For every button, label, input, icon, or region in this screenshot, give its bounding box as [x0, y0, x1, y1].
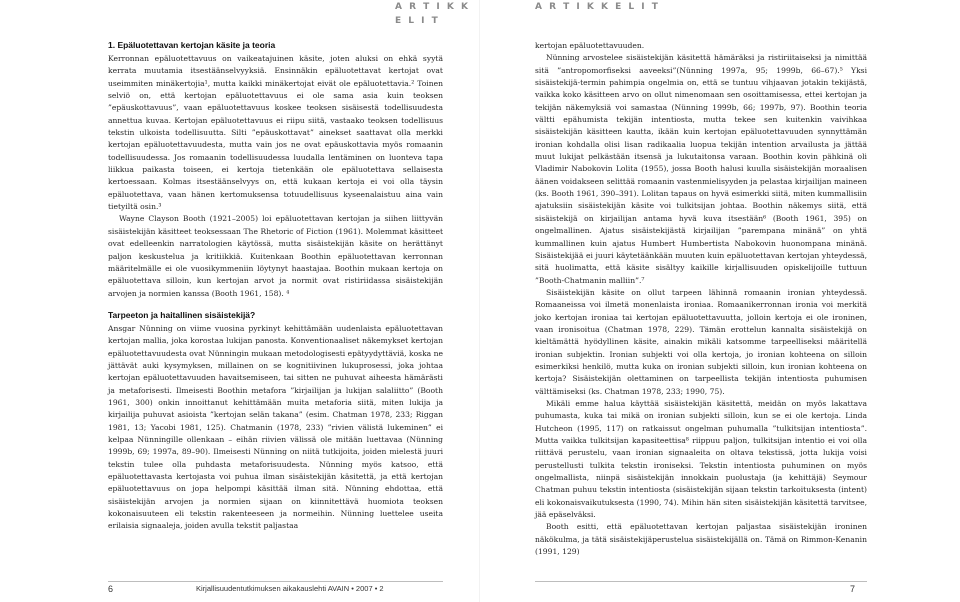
section-heading: 1. Epäluotettavan kertojan käsite ja teoria — [108, 40, 276, 50]
page-number-right: 7 — [850, 584, 856, 594]
left-paragraph-1: Kerronnan epäluotettavuus on vaikeatajuinen käsite, joten aluksi on ehkä syytä kerrata muutamia itsestäänselvyyksiä. Ensinnäkin epäluotettavat kertojat ovat useimmiten minäkertojia¹, mutta kaikki minäkertojat eivät ole epäluotettavia.² Toinen selviö on, että kertojan epäluotettavuus ei ole sama asia kuin teoksen ”epäuskottavuus”, vaan epäluotettavuus koskee teoksen sisäisestä todellisuudesta annettua kuvaa. Kertojan epäluotettavuus ei riipu siitä, vastaako teoksen todellisuus tekstin ulkoista todellisuutta. Silti ”epäuskottavat” ainekset saattavat olla merkki kertojan epäluotettavuudesta, mutta vain jos ne ovat epäuskottavia myös romaanin todellisuudessa. Jos romaanin todellisuudessa luudalla lentäminen on luonteva tapa liikkua paikasta toiseen, ei kertoja tietenkään ole epäluotettava sellaisesta kertoessaan. Kolmas itsestäänselvyys on, että kukaan kertoja ei voi olla täysin epäluotettava, vaan hänen kertomuksensa totuudellisuus kyseenalaistuu aina vain tietyiltä osin.³ — [108, 54, 443, 212]
footer-rule-left — [108, 581, 443, 582]
footer-rule-right — [535, 581, 867, 582]
right-paragraph-5: Booth esitti, että epäluotettavan kertojan paljastaa sisäistekijän ironinen näkökulma, ja tätä sisäistekijäperustelua sisäistekijällä on. Tämä on Rimmon-Kenanin (1991, 129) — [535, 522, 867, 557]
right-paragraph-4: Mikäli emme halua käyttää sisäistekijän käsitettä, meidän on myös lakattava puhumasta, kuka tai mikä on ironian subjekti silloin, kun se ei ole kertoja. Linda Hutcheon (1995, 117) on ratkaissut ongelman puhumalla ”tulkitsijan intentiosta”. Mutta vaikka tulkitsijan kapasiteettisa⁸ riippuu paljon, tulkitsijan intentio ei voi olla riittävä perustelu, vaan ironian signaaleita on oltava tekstissä, jotta lukija voisi perustellusti tulkita tekstin ironiseksi. Tekstin intentiosta puhuminen on myös ongelmallista, niinpä sisäistekijän innokkain puolustaja (ja kehittäjä) Seymour Chatman puhuu tekstin intentiosta (sisäistekijän sijaan tekstin tarkoituksesta (intent) eli kokonaisvaikutuksesta (1990, 74). Mihin hän siten sisäistekijän käsitettä tarvitsee, jää epäselväksi. — [535, 398, 867, 520]
right-paragraph-2: Nünning arvostelee sisäistekijän käsitettä hämäräksi ja ristiriitaiseksi ja nimittää sitä ”antropomorfiseksi aaveeksi”(Nünning 1997a, 95; 1999b, 66–67).⁵ Yksi sisäistekijä-termin pahimpia ongelmia on, että se tuntuu vihjaavan jotakin tekijästä, vaikka koko käsitteen arvo on ollut nimenomaan sen osoittamisessa, ettei kertojan ja tekijän näkemyksiä voi samastaa (Nünning 1999b, 66; 1997b, 97). Boothin teoria vältti epähumista tekijän intentiosta, mutta tekee sen kuitenkin vaivihkaa sisäistekijän käsitteen kautta, ikään kuin kertojan epäluotettavuuden synnyttämän ironian kohdalla olisi lisan radikaalia luopua tekijän intention arvailusta ja jättää muut lukijat pelkästään itsensä ja lukutaitonsa varaan. Boothin kovin pähkinä oli Vladimir Nabokovin Lolita (1955), jossa Booth halusi kuulla sisäistekijän moraalisen äänen voidakseen selittää romaanin vastenmielisyyden ja pelastaa kirjailijan maineen (ks. Booth 1961, 390–391). Lolitan tapaus on hyvä esimerkki siitä, miten kummallisiin ajatuksiin sisäistekijän käsite voi tulkitsijan johtaa. Boothin näkemys siitä, että sisäistekijä on kirjailijan antama hyvä kuva itsestään⁶ (Booth 1961, 395) on ongelmallinen. Ajatus sisäistekijästä kirjailijan ”parempana minänä” on yhtä kummallinen kuin ajatus Humbert Humbertista Nabokovin huonompana minänä. Sisäistekijää ei juuri käytetäänkään muuten kuin epäluotettavan kertojan yhteydessä, sitä huolimatta, että käsite sisältyy kaikille kirjallisuuden opiskelijoille tuttuun ”Booth-Chatmanin malliin”.⁷ — [535, 53, 867, 285]
journal-title: Kirjallisuudentutkimuksen aikakauslehti AVAIN • 2007 • 2 — [196, 584, 384, 593]
right-column — [535, 40, 867, 558]
left-paragraph-3: Ansgar Nünning on viime vuosina pyrkinyt kehittämään uudenlaista epäluotettavan kertojan mallia, joka korostaa lukijan panosta. Konventionaaliset näkemykset kertojan epäluotettavuudesta ovat Nünningin mukaan metodologisesti epätyydyttäviä, koska ne jättävät auki kysymyksen, millainen on se kognitiivinen lukuprosessi, joka johtaa kertojan epäluotettavuuden havaitsemiseen, tai sitten ne puhuvat aiheesta hämärästi ja metaforisesti. Ilmeisesti Boothin metafora ”kirjailijan ja lukijan salaliitto” (Booth 1961, 300) onkin innoittanut kehittämään muita metaforia siitä, miten lukija ja kirjailija puhuvat asioista ”kertojan selän takana” (esim. Chatman 1978, 233; Riggan 1981, 13; Yacobi 1981, 125). Chatmanin (1978, 233) ”rivien välistä lukeminen” ei kelpaa Nünningille ollenkaan – eihän riivien välissä ole mitään luettavaa (Nünning 1999b, 69; 1997a, 89–90). Ilmeisesti Nünning on niitä tutkijoita, joiden mielestä juuri tekstin tulee olla puhdasta metaforisuudesta. Nünning myös katsoo, että epäluotettavasta kertojasta voi puhua ilman sisäistekijän käsitettä, ja että kertojan epäluotettavuus on jopa helpompi käsittää ilman sitä. Nünning ehdottaa, että sisäistekijän arvojen ja normien sijaan on kiinnitettävä huomiota teoksen kokonaisuuteen eli tekstin rakenteeseen ja normeihin. Nünning luettelee useita erilaisia signaaleja, joiden avulla tekstit paljastaa — [108, 323, 443, 531]
page-number-left: 6 — [108, 584, 114, 594]
subsection-heading: Tarpeeton ja haitallinen sisäistekijä? — [108, 309, 256, 320]
page-gutter — [479, 0, 480, 602]
running-header-left: A R T I K K E L I T — [395, 2, 470, 26]
running-header-right: A R T I K K E L I T — [535, 2, 660, 12]
right-paragraph-3: Sisäistekijän käsite on ollut tarpeen lähinnä romaanin ironian yhteydessä. Romaaneissa voi ilmetä monenlaista ironiaa. Romaanikerronnan ironia voi merkitä joko kertojan ironiaa tai kertojan epäluotettavuutta, jolloin kertoja ei ole ironinen, vaan ironisoitua (Chatman 1978, 229). Tämän erottelun kannalta sisäistekijä on kieltämättä hyödyllinen käsite, ainakin mikäli katsomme tarpeelliseksi määritellä ironian subjektin. Ironian subjekti voi olla kertoja, jo ironian kohteena on silloin esimerkiksi henkilö, mutta kuka on ironian subjekti silloin, kun ironian kohteena on kertoja? Sisäistekijän olettaminen on tarpeellista tekijän intentiosta puhumisen välttämiseksi (ks. Chatman 1978, 233; 1990, 75). — [535, 287, 867, 396]
left-column — [108, 40, 443, 533]
left-paragraph-2: Wayne Clayson Booth (1921–2005) loi epäluotettavan kertojan ja siihen liittyvän sisäistekijän käsitteet teoksessaan The Rhetoric of Fiction (1961). Molemmat käsitteet ovat edelleenkin narratologien käytössä, mutta sisäistekijän käsite on herättänyt paljon keskustelua ja kritiikkiä. Kuitenkaan Boothin epäluotettavan kerronnan määritelmälle ei ole vuosikymmeniin löytynyt haastajaa. Boothin mukaan kertoja on epäluotettava silloin, kun kertojan arvot ja normit ovat ristiriidassa sisäistekijän arvojen ja normien kanssa (Booth 1961, 158). ⁴ — [108, 214, 443, 298]
right-paragraph-1: kertojan epäluotettavuuden. — [535, 41, 645, 50]
